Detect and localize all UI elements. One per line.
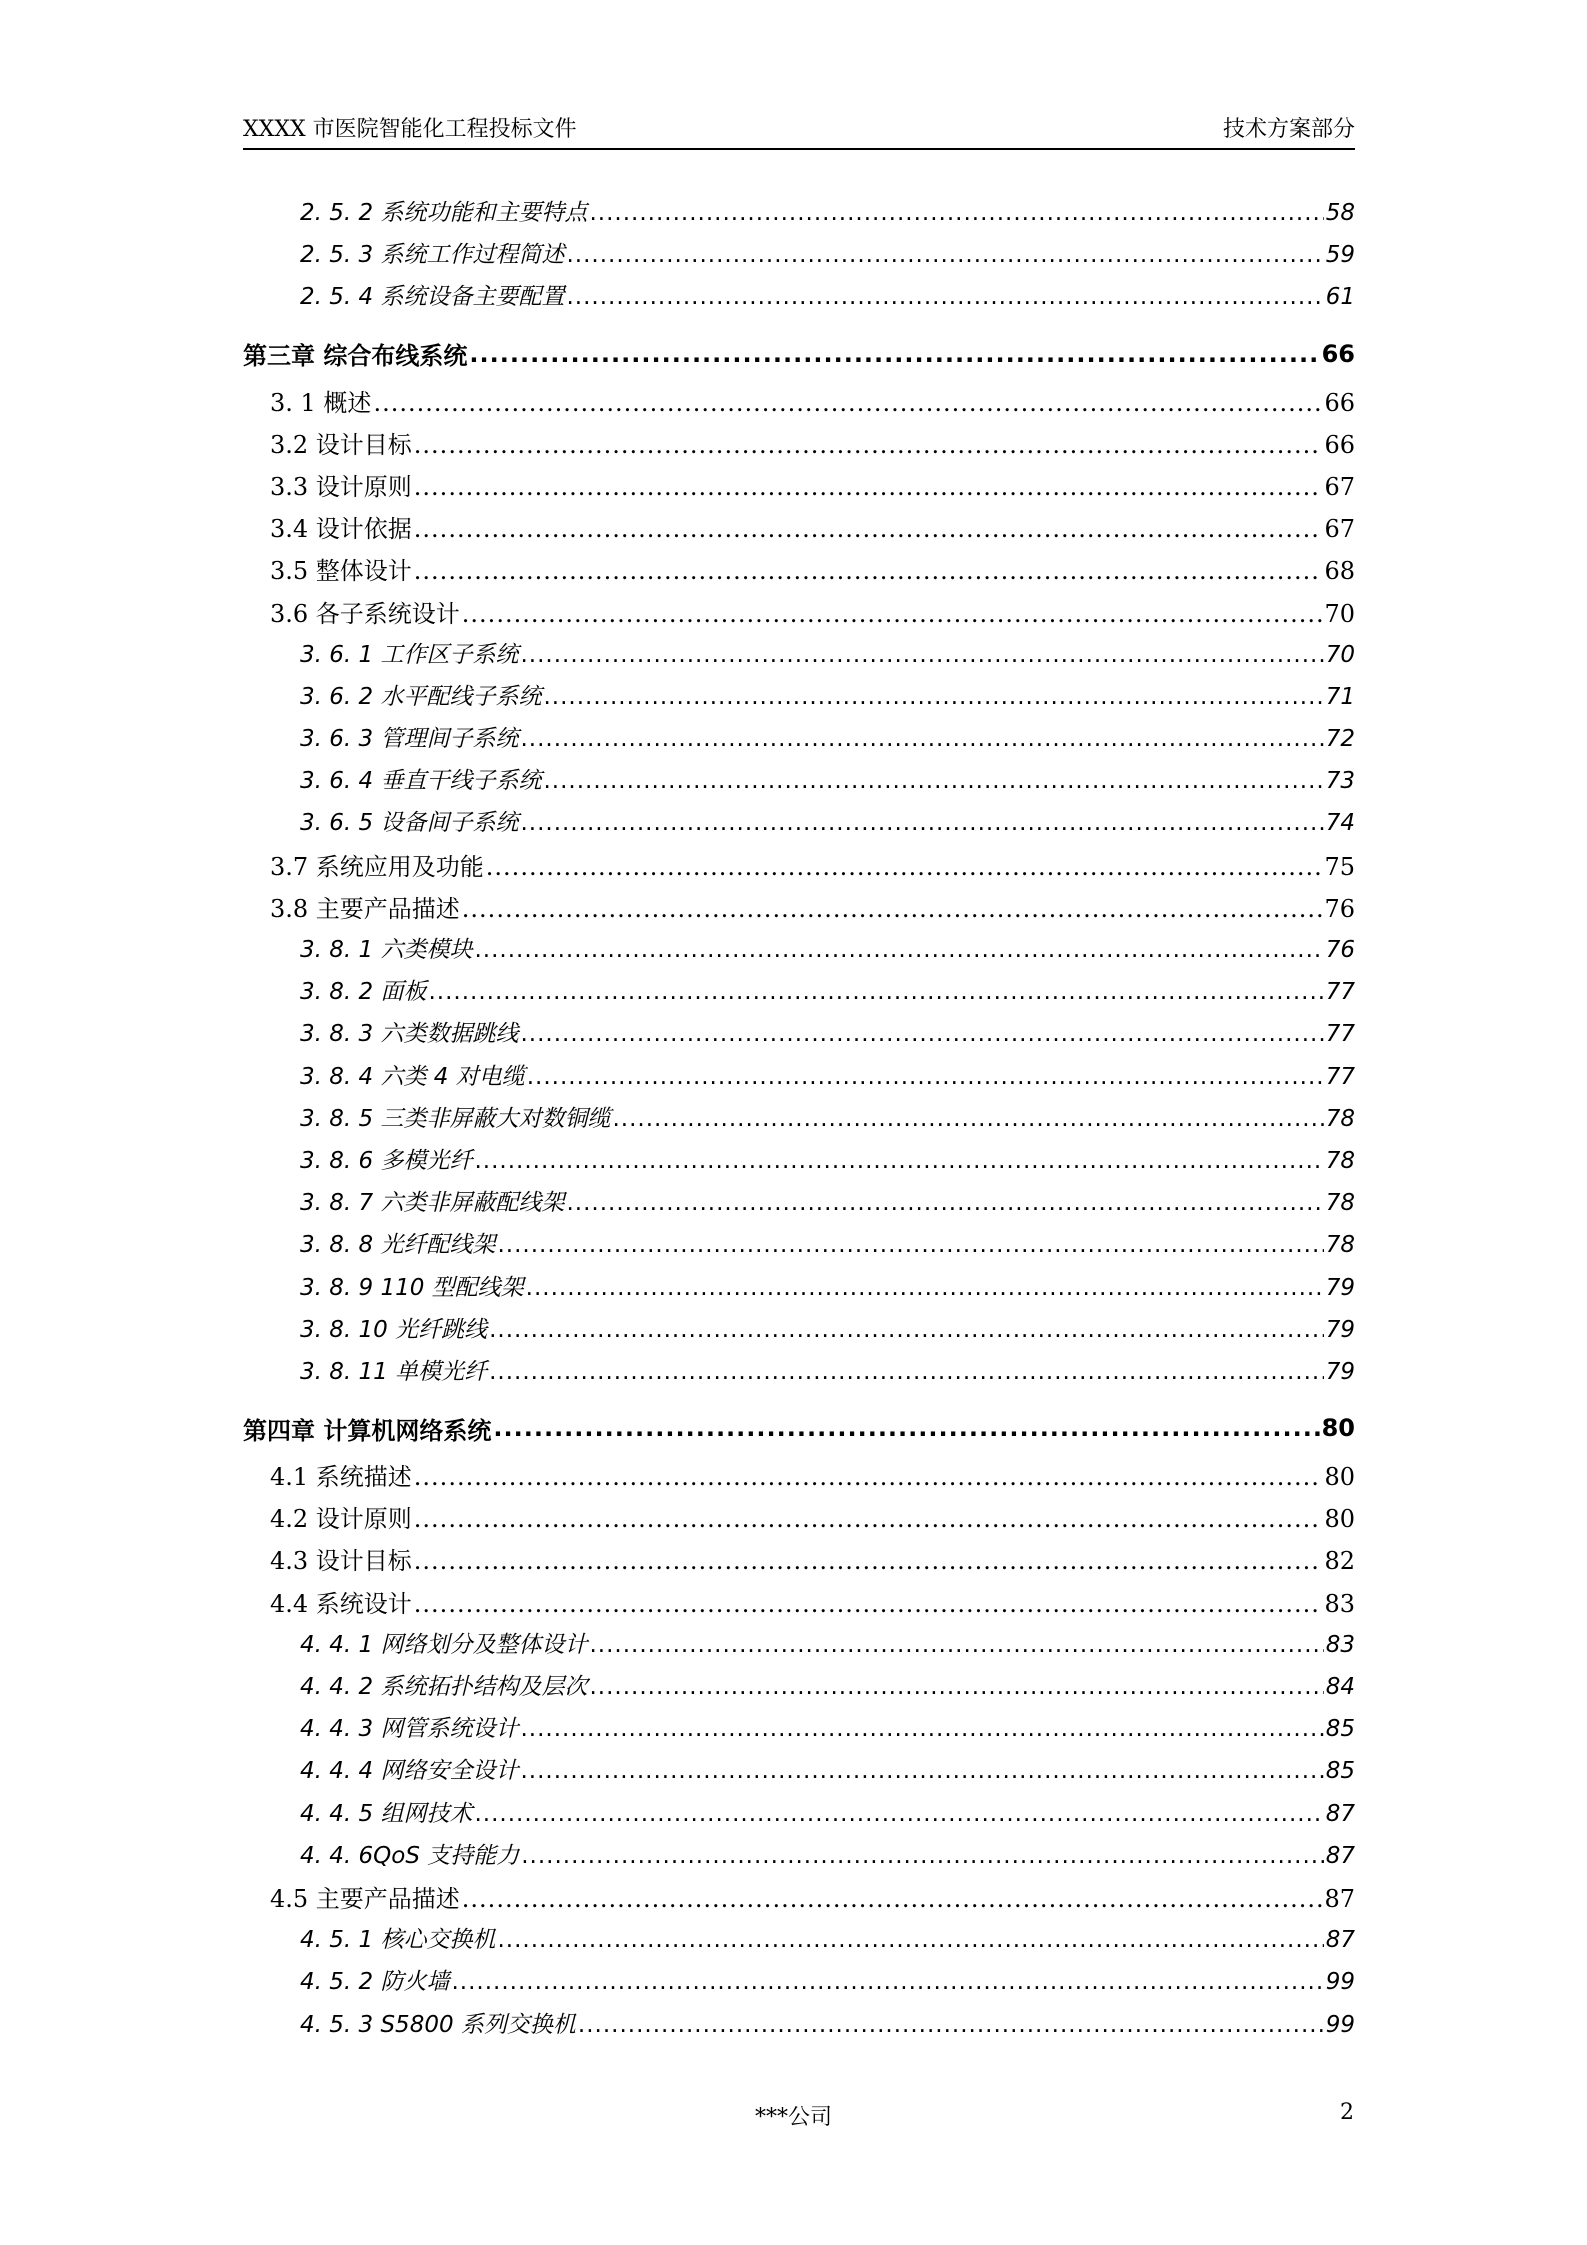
toc-leader-dots (414, 473, 1323, 501)
toc-entry-label: 2. 5. 3 系统工作过程简述 (300, 242, 565, 269)
toc-entry-label: 3.7 系统应用及功能 (270, 852, 484, 881)
toc-leader-dots (589, 200, 1323, 226)
toc-entry-label: 3.3 设计原则 (270, 472, 412, 501)
toc-leader-dots (462, 895, 1323, 923)
toc-entry-page: 59 (1325, 242, 1355, 269)
toc-entry-page: 66 (1324, 388, 1355, 417)
toc-leader-dots (414, 1590, 1323, 1618)
toc-entry-page: 70 (1324, 599, 1355, 628)
toc-entry-page: 99 (1325, 2011, 1355, 2038)
toc-entry-label: 3. 8. 9 110 型配线架 (300, 1274, 524, 1301)
toc-entry[interactable] (243, 594, 1355, 636)
toc-entry[interactable] (243, 236, 1355, 278)
toc-entry[interactable] (243, 931, 1355, 973)
toc-entry-label: 4. 4. 6QoS 支持能力 (300, 1842, 520, 1869)
toc-leader-dots (486, 853, 1323, 881)
toc-entry[interactable] (243, 762, 1355, 804)
toc-entry-page: 80 (1324, 1463, 1355, 1492)
toc-leader-dots (520, 810, 1323, 836)
document-title: XXXX 市医院智能化工程投标文件 (243, 117, 577, 142)
toc-leader-dots (589, 1674, 1323, 1700)
toc-entry-label: 3. 8. 2 面板 (300, 979, 427, 1006)
toc-entry-page: 87 (1325, 1927, 1355, 1954)
toc-entry-label: 第四章 计算机网络系统 (243, 1416, 492, 1445)
toc-entry[interactable] (243, 678, 1355, 720)
toc-entry[interactable] (243, 551, 1355, 593)
toc-entry-page: 87 (1325, 1842, 1355, 1869)
toc-entry-label: 4. 5. 1 核心交换机 (300, 1927, 496, 1954)
toc-entry[interactable] (243, 1100, 1355, 1142)
toc-entry[interactable] (243, 509, 1355, 551)
toc-entry-page: 83 (1324, 1589, 1355, 1618)
toc-entry-page: 74 (1325, 810, 1355, 837)
toc-entry-page: 84 (1325, 1674, 1355, 1700)
toc-entry[interactable] (243, 2006, 1355, 2048)
toc-entry-page: 83 (1325, 1631, 1355, 1658)
toc-entry[interactable] (243, 1668, 1355, 1710)
toc-entry[interactable] (243, 804, 1355, 846)
toc-leader-dots (497, 1232, 1323, 1258)
toc-entry-page: 79 (1325, 1316, 1355, 1343)
toc-entry-page: 66 (1321, 339, 1355, 368)
toc-leader-dots (520, 1716, 1323, 1742)
toc-leader-dots (489, 1359, 1324, 1385)
toc-entry-page: 77 (1325, 979, 1355, 1006)
toc-entry-page: 99 (1325, 1969, 1355, 1996)
toc-entry[interactable] (243, 636, 1355, 678)
footer-company: ***公司 (754, 2105, 832, 2130)
toc-entry-page: 70 (1325, 641, 1355, 668)
page-header (243, 112, 1355, 150)
toc-entry[interactable] (243, 847, 1355, 889)
toc-entry-label: 3.6 各子系统设计 (270, 599, 460, 628)
toc-entry-label: 3. 8. 11 单模光纤 (300, 1358, 488, 1385)
toc-entry-label: 3. 6. 1 工作区子系统 (300, 641, 519, 668)
toc-leader-dots (414, 1463, 1323, 1491)
toc-leader-dots (414, 1547, 1323, 1575)
toc-entry-label: 4. 5. 3 S5800 系列交换机 (300, 2011, 576, 2038)
toc-leader-dots (474, 1148, 1323, 1174)
toc-entry-label: 3. 8. 3 六类数据跳线 (300, 1021, 519, 1048)
toc-leader-dots (521, 1843, 1323, 1869)
toc-chapter-entry[interactable] (243, 325, 1355, 383)
toc-entry-page: 76 (1325, 937, 1355, 963)
toc-entry-label: 3.8 主要产品描述 (270, 894, 460, 923)
toc-entry-label: 4.2 设计原则 (270, 1505, 412, 1534)
toc-entry[interactable] (243, 194, 1355, 236)
toc-entry[interactable] (243, 1499, 1355, 1541)
toc-leader-dots (414, 1505, 1323, 1533)
toc-entry-page: 78 (1325, 1232, 1355, 1259)
toc-entry-label: 4. 5. 2 防火墙 (300, 1969, 450, 1996)
toc-leader-dots (543, 768, 1323, 794)
toc-chapter-entry[interactable] (243, 1399, 1355, 1457)
toc-entry-page: 85 (1325, 1716, 1355, 1743)
toc-leader-dots (566, 284, 1323, 310)
toc-entry-page: 76 (1324, 894, 1355, 923)
toc-entry[interactable] (243, 1541, 1355, 1583)
toc-entry-page: 85 (1325, 1758, 1355, 1785)
toc-entry-label: 3. 8. 5 三类非屏蔽大对数铜缆 (300, 1105, 611, 1132)
toc-entry[interactable] (243, 278, 1355, 320)
toc-entry-label: 3. 8. 7 六类非屏蔽配线架 (300, 1190, 565, 1217)
toc-leader-dots (566, 242, 1323, 268)
toc-entry-label: 4. 4. 2 系统拓扑结构及层次 (300, 1674, 588, 1700)
toc-leader-dots (493, 1414, 1319, 1442)
toc-entry-page: 80 (1324, 1505, 1355, 1534)
toc-entry-page: 66 (1324, 430, 1355, 459)
toc-entry-page: 87 (1325, 1800, 1355, 1827)
toc-leader-dots (520, 1758, 1323, 1784)
toc-entry-page: 79 (1325, 1358, 1355, 1385)
toc-leader-dots (474, 937, 1323, 963)
toc-entry[interactable] (243, 1184, 1355, 1226)
toc-entry-page: 67 (1324, 472, 1355, 501)
toc-leader-dots (543, 684, 1323, 710)
toc-entry-label: 3. 8. 4 六类 4 对电缆 (300, 1063, 525, 1090)
toc-leader-dots (527, 1064, 1324, 1090)
toc-leader-dots (612, 1106, 1323, 1132)
toc-leader-dots (520, 642, 1323, 668)
toc-entry-page: 79 (1325, 1274, 1355, 1301)
toc-entry-label: 3. 6. 4 垂直干线子系统 (300, 768, 542, 795)
toc-entry[interactable] (243, 1921, 1355, 1963)
toc-leader-dots (462, 1885, 1323, 1913)
toc-leader-dots (474, 1801, 1323, 1827)
toc-entry-label: 3. 6. 2 水平配线子系统 (300, 683, 542, 710)
toc-leader-dots (566, 1190, 1323, 1216)
toc-entry-page: 58 (1325, 200, 1355, 226)
toc-entry-page: 72 (1325, 726, 1355, 753)
toc-entry-page: 61 (1325, 284, 1355, 311)
toc-entry-label: 4.3 设计目标 (270, 1547, 412, 1576)
toc-entry-label: 3. 8. 6 多模光纤 (300, 1147, 473, 1174)
toc-entry[interactable] (243, 1963, 1355, 2005)
toc-leader-dots (469, 340, 1319, 368)
toc-leader-dots (489, 1317, 1324, 1343)
toc-entry-label: 4. 4. 5 组网技术 (300, 1800, 473, 1827)
toc-entry-label: 第三章 综合布线系统 (243, 342, 468, 371)
toc-entry[interactable] (243, 383, 1355, 425)
toc-entry[interactable] (243, 1584, 1355, 1626)
toc-leader-dots (520, 726, 1323, 752)
toc-entry[interactable] (243, 973, 1355, 1015)
toc-entry-label: 4. 4. 4 网络安全设计 (300, 1758, 519, 1785)
toc-leader-dots (497, 1927, 1323, 1953)
toc-entry-page: 77 (1325, 1021, 1355, 1048)
toc-entry-label: 4.5 主要产品描述 (270, 1884, 460, 1913)
toc-leader-dots (526, 1275, 1324, 1301)
toc-leader-dots (462, 600, 1323, 628)
toc-leader-dots (578, 2012, 1324, 2038)
toc-entry-label: 3. 8. 1 六类模块 (300, 937, 473, 963)
toc-entry-page: 67 (1324, 515, 1355, 544)
toc-entry-page: 80 (1321, 1414, 1355, 1443)
footer-page-number: 2 (1340, 2100, 1354, 2125)
toc-entry-label: 4. 4. 1 网络划分及整体设计 (300, 1631, 588, 1658)
toc-entry-page: 78 (1325, 1105, 1355, 1132)
toc-entry-page: 78 (1325, 1147, 1355, 1174)
toc-entry[interactable] (243, 1795, 1355, 1837)
toc-entry-page: 73 (1325, 768, 1355, 795)
toc-entry-label: 3. 8. 10 光纤跳线 (300, 1316, 488, 1343)
toc-leader-dots (414, 557, 1323, 585)
toc-entry-label: 4. 4. 3 网管系统设计 (300, 1716, 519, 1743)
toc-entry-page: 78 (1325, 1190, 1355, 1217)
toc-entry[interactable] (243, 1311, 1355, 1353)
toc-entry[interactable] (243, 1710, 1355, 1752)
toc-entry-label: 3.5 整体设计 (270, 557, 412, 586)
toc-entry[interactable] (243, 1837, 1355, 1879)
toc-leader-dots (414, 431, 1323, 459)
toc-entry-page: 75 (1324, 852, 1355, 881)
toc-entry-label: 3. 6. 3 管理间子系统 (300, 726, 519, 753)
toc-entry[interactable] (243, 467, 1355, 509)
toc-entry-label: 4.4 系统设计 (270, 1589, 412, 1618)
toc-entry-label: 3. 6. 5 设备间子系统 (300, 810, 519, 837)
toc-entry-label: 3. 8. 8 光纤配线架 (300, 1232, 496, 1259)
toc-entry-label: 4.1 系统描述 (270, 1463, 412, 1492)
toc-entry-page: 71 (1325, 683, 1355, 710)
toc-entry-label: 3.4 设计依据 (270, 515, 412, 544)
toc-entry[interactable] (243, 425, 1355, 467)
toc-entry[interactable] (243, 720, 1355, 762)
toc-entry[interactable] (243, 1015, 1355, 1057)
toc-entry-page: 82 (1324, 1547, 1355, 1576)
toc-leader-dots (373, 389, 1322, 417)
table-of-contents (243, 194, 1355, 2048)
toc-entry[interactable] (243, 1142, 1355, 1184)
toc-entry-page: 77 (1325, 1063, 1355, 1090)
toc-entry-page: 68 (1324, 557, 1355, 586)
toc-entry[interactable] (243, 1353, 1355, 1395)
toc-leader-dots (589, 1632, 1323, 1658)
toc-entry[interactable] (243, 1058, 1355, 1100)
toc-entry[interactable] (243, 1752, 1355, 1794)
toc-entry[interactable] (243, 1879, 1355, 1921)
toc-leader-dots (414, 515, 1323, 543)
section-title: 技术方案部分 (1222, 117, 1355, 142)
toc-entry-page: 87 (1324, 1884, 1355, 1913)
toc-leader-dots (520, 1021, 1323, 1047)
toc-entry[interactable] (243, 1457, 1355, 1499)
toc-entry[interactable] (243, 1626, 1355, 1668)
toc-entry[interactable] (243, 1269, 1355, 1311)
toc-leader-dots (428, 979, 1323, 1005)
toc-entry[interactable] (243, 889, 1355, 931)
toc-entry-label: 3. 1 概述 (270, 388, 372, 417)
toc-leader-dots (451, 1969, 1323, 1995)
toc-entry[interactable] (243, 1226, 1355, 1268)
toc-entry-label: 2. 5. 4 系统设备主要配置 (300, 284, 565, 311)
toc-entry-label: 2. 5. 2 系统功能和主要特点 (300, 200, 588, 226)
toc-entry-label: 3.2 设计目标 (270, 430, 412, 459)
